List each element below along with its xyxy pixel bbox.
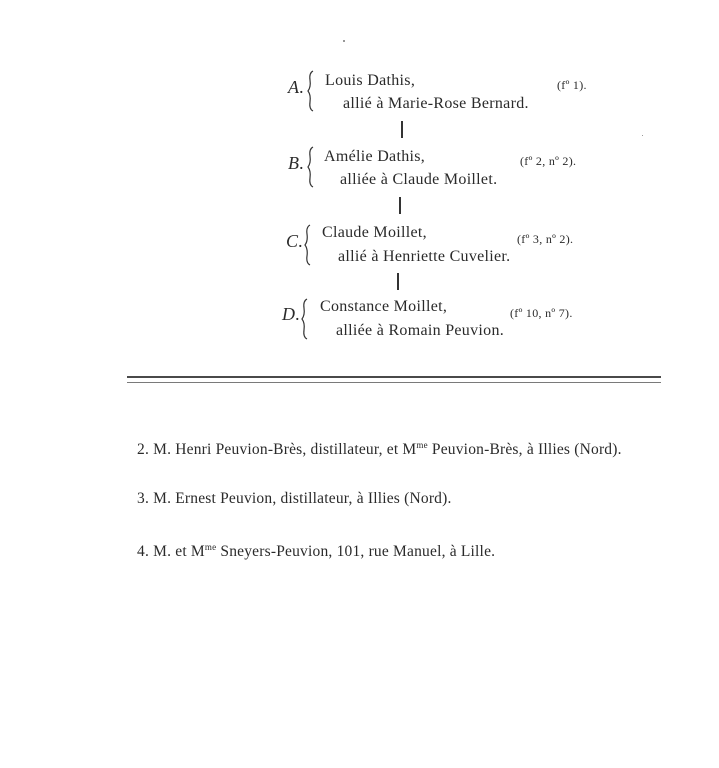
lineage-connector	[399, 197, 401, 214]
footnote-text-start: M. Henri Peuvion-Brès, distillateur, et M	[153, 441, 417, 458]
separator-rule-bottom	[127, 382, 661, 383]
footnote-number: 4.	[137, 543, 150, 560]
brace-icon	[303, 224, 313, 266]
generation-letter: A.	[288, 77, 305, 97]
alliance-text: alliée à Romain Peuvion.	[336, 322, 505, 339]
footnote-4	[137, 542, 495, 561]
lineage-connector	[401, 121, 403, 138]
genealogy-entry-b	[0, 146, 719, 196]
brace-icon	[306, 70, 316, 112]
lineage-connector	[397, 273, 399, 290]
generation-letter: B.	[288, 153, 305, 173]
footnote-2	[137, 440, 622, 459]
folio-reference: (fº 10, nº 7).	[510, 306, 573, 320]
footnote-number: 3.	[137, 490, 150, 507]
separator-rule-top	[127, 376, 661, 378]
paper-speck	[343, 40, 345, 42]
footnote-3	[137, 490, 452, 508]
footnote-text-start: M. et M	[153, 543, 205, 560]
person-name: Amélie Dathis,	[324, 148, 426, 165]
person-name: Claude Moillet,	[322, 224, 427, 241]
footnote-text-end: Peuvion-Brès, à Illies (Nord).	[427, 441, 622, 458]
footnote-superscript: me	[416, 440, 428, 450]
brace-icon	[306, 146, 316, 188]
footnote-number: 2.	[137, 441, 150, 458]
person-name: Constance Moillet,	[320, 298, 448, 315]
folio-reference: (fº 1).	[557, 78, 587, 92]
genealogy-entry-c	[0, 224, 719, 274]
generation-letter: D.	[282, 304, 301, 324]
alliance-text: allié à Marie-Rose Bernard.	[343, 95, 529, 112]
generation-letter: C.	[286, 231, 304, 251]
folio-reference: (fº 3, nº 2).	[517, 232, 574, 246]
footnote-text-end: Sneyers-Peuvion, 101, rue Manuel, à Lille.	[216, 543, 496, 560]
person-name: Louis Dathis,	[325, 72, 416, 89]
brace-icon	[300, 298, 310, 340]
folio-reference: (fº 2, nº 2).	[520, 154, 577, 168]
paper-speck	[642, 135, 643, 136]
footnote-text: M. Ernest Peuvion, distillateur, à Illies (Nord).	[153, 490, 452, 507]
alliance-text: alliée à Claude Moillet.	[340, 171, 498, 188]
footnote-superscript: me	[204, 542, 217, 552]
alliance-text: allié à Henriette Cuvelier.	[338, 248, 511, 265]
genealogy-entry-a	[0, 70, 719, 120]
genealogy-entry-d	[0, 298, 719, 348]
